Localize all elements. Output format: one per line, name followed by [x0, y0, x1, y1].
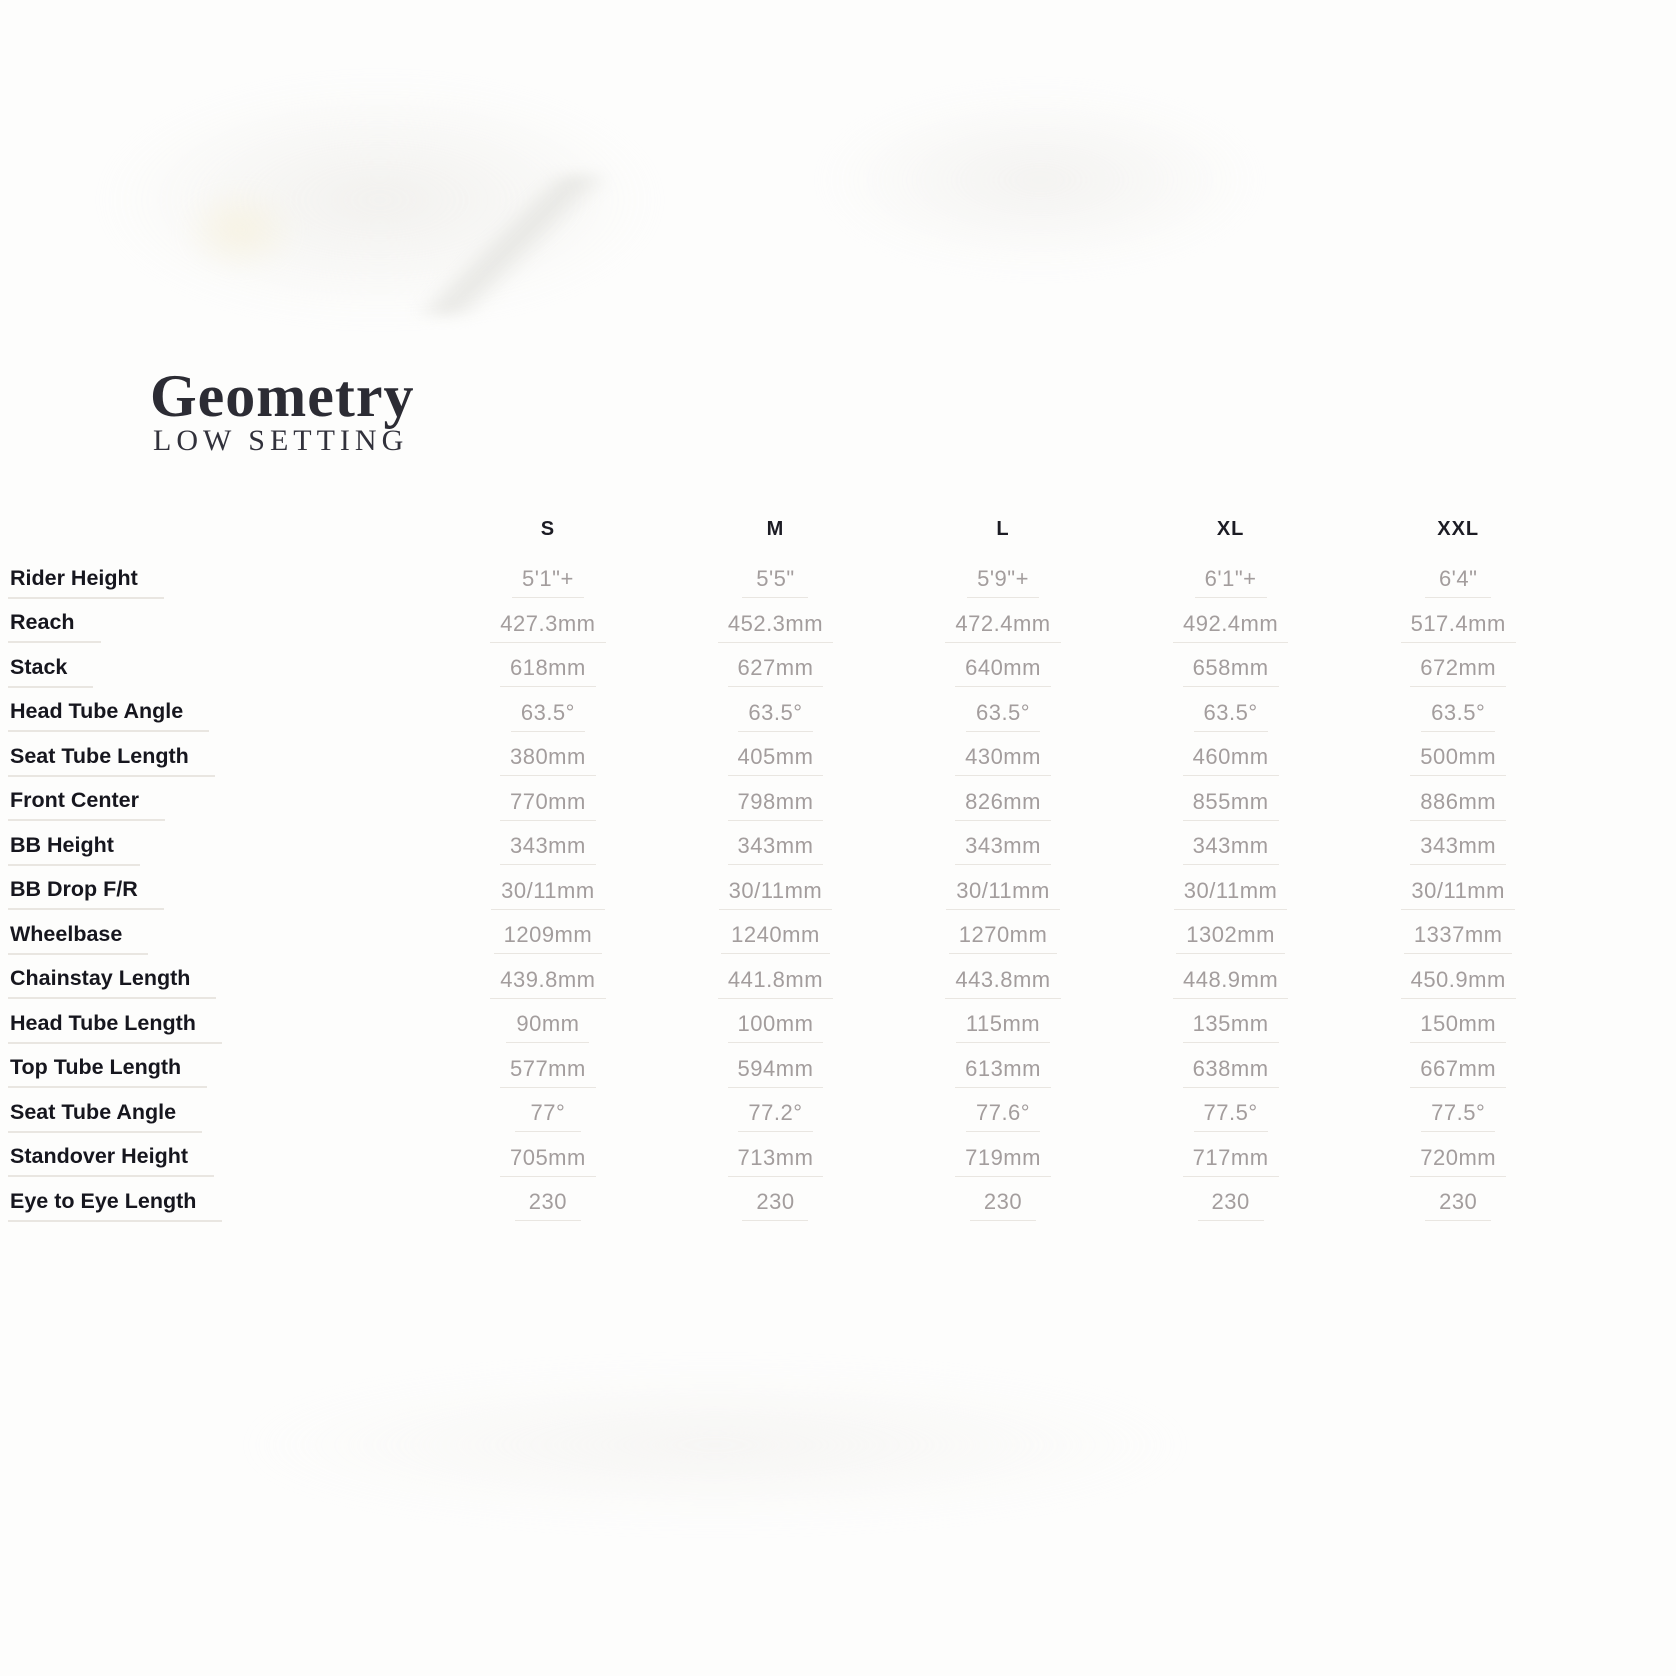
table-row: [8, 827, 1572, 872]
row-label: Rider Height: [8, 566, 164, 599]
value-cell: [1117, 961, 1345, 1006]
background-artifact: [415, 175, 605, 315]
cell-value: 439.8mm: [490, 967, 605, 999]
row-label: Seat Tube Angle: [8, 1100, 202, 1133]
column-header-xl: [1117, 498, 1345, 560]
value-cell: [889, 560, 1117, 605]
cell-value: 30/11mm: [491, 878, 605, 910]
table-row: [8, 1183, 1572, 1228]
cell-value: 63.5°: [511, 700, 585, 732]
row-label-cell: [8, 649, 434, 694]
value-cell: [1344, 872, 1572, 917]
row-label: Seat Tube Length: [8, 744, 215, 777]
column-header-xxl: [1344, 498, 1572, 560]
value-cell: [1344, 961, 1572, 1006]
value-cell: [662, 783, 890, 828]
row-label: BB Height: [8, 833, 140, 866]
value-cell: [434, 694, 662, 739]
background-artifact: [240, 1370, 1190, 1520]
value-cell: [662, 605, 890, 650]
column-header-l: [889, 498, 1117, 560]
table-row: [8, 783, 1572, 828]
row-label: Chainstay Length: [8, 966, 216, 999]
cell-value: 460mm: [1183, 744, 1279, 776]
row-label: Head Tube Length: [8, 1011, 222, 1044]
table-row: [8, 1139, 1572, 1184]
row-label: Front Center: [8, 788, 165, 821]
cell-value: 798mm: [728, 789, 824, 821]
cell-value: 5'5": [742, 566, 808, 598]
table-row: [8, 961, 1572, 1006]
cell-value: 63.5°: [1194, 700, 1268, 732]
value-cell: [1117, 1005, 1345, 1050]
table-row: [8, 1005, 1572, 1050]
row-label-cell: [8, 1094, 434, 1139]
row-label-cell: [8, 783, 434, 828]
cell-value: 115mm: [956, 1011, 1050, 1043]
cell-value: 63.5°: [966, 700, 1040, 732]
row-label: Reach: [8, 610, 101, 643]
background-artifact: [820, 90, 1260, 270]
value-cell: [1117, 694, 1345, 739]
value-cell: [889, 1094, 1117, 1139]
row-label-cell: [8, 560, 434, 605]
page-title: Geometry: [150, 363, 415, 430]
cell-value: 77.6°: [966, 1100, 1040, 1132]
value-cell: [1117, 649, 1345, 694]
value-cell: [1117, 738, 1345, 783]
column-header-label: L: [996, 517, 1010, 540]
value-cell: [1344, 694, 1572, 739]
cell-value: 472.4mm: [945, 611, 1060, 643]
value-cell: [889, 1005, 1117, 1050]
cell-value: 150mm: [1410, 1011, 1506, 1043]
value-cell: [889, 916, 1117, 961]
page-subtitle: LOW SETTING: [153, 424, 409, 457]
cell-value: 855mm: [1183, 789, 1279, 821]
cell-value: 594mm: [728, 1056, 824, 1088]
value-cell: [1344, 916, 1572, 961]
value-cell: [1344, 1094, 1572, 1139]
value-cell: [434, 605, 662, 650]
value-cell: [1344, 605, 1572, 650]
row-label-cell: [8, 827, 434, 872]
cell-value: 627mm: [728, 655, 824, 687]
row-label-cell: [8, 1005, 434, 1050]
value-cell: [889, 872, 1117, 917]
table-row: [8, 605, 1572, 650]
cell-value: 77.5°: [1421, 1100, 1495, 1132]
value-cell: [662, 961, 890, 1006]
value-cell: [889, 827, 1117, 872]
value-cell: [889, 961, 1117, 1006]
cell-value: 343mm: [500, 833, 596, 865]
row-label-cell: [8, 1139, 434, 1184]
value-cell: [1117, 783, 1345, 828]
value-cell: [662, 649, 890, 694]
value-cell: [662, 1005, 890, 1050]
cell-value: 719mm: [955, 1145, 1051, 1177]
row-label-cell: [8, 1050, 434, 1095]
cell-value: 90mm: [506, 1011, 589, 1043]
value-cell: [434, 916, 662, 961]
value-cell: [434, 783, 662, 828]
cell-value: 77.2°: [738, 1100, 812, 1132]
value-cell: [434, 649, 662, 694]
cell-value: 63.5°: [1421, 700, 1495, 732]
cell-value: 6'1"+: [1195, 566, 1267, 598]
value-cell: [889, 783, 1117, 828]
value-cell: [1344, 738, 1572, 783]
value-cell: [889, 694, 1117, 739]
background-artifact: [180, 185, 300, 275]
table-row: [8, 738, 1572, 783]
value-cell: [662, 1050, 890, 1095]
cell-value: 717mm: [1183, 1145, 1279, 1177]
geometry-table: [8, 498, 1572, 1228]
value-cell: [1117, 1050, 1345, 1095]
cell-value: 618mm: [500, 655, 596, 687]
cell-value: 380mm: [500, 744, 596, 776]
cell-value: 77.5°: [1194, 1100, 1268, 1132]
cell-value: 886mm: [1410, 789, 1506, 821]
value-cell: [1344, 560, 1572, 605]
table-header-row: [8, 498, 1572, 560]
value-cell: [1117, 605, 1345, 650]
cell-value: 77°: [515, 1100, 581, 1132]
cell-value: 577mm: [500, 1056, 596, 1088]
cell-value: 450.9mm: [1401, 967, 1516, 999]
row-label-cell: [8, 694, 434, 739]
cell-value: 230: [1425, 1189, 1491, 1221]
value-cell: [434, 1005, 662, 1050]
column-header-label: XXL: [1437, 517, 1480, 540]
row-label-cell: [8, 1183, 434, 1228]
row-label: Eye to Eye Length: [8, 1189, 222, 1222]
cell-value: 5'1"+: [512, 566, 584, 598]
value-cell: [1117, 827, 1345, 872]
table-row: [8, 1094, 1572, 1139]
table-row: [8, 560, 1572, 605]
cell-value: 343mm: [1410, 833, 1506, 865]
cell-value: 500mm: [1410, 744, 1506, 776]
value-cell: [889, 649, 1117, 694]
cell-value: 30/11mm: [946, 878, 1060, 910]
header-spacer: [8, 498, 434, 560]
cell-value: 343mm: [955, 833, 1051, 865]
column-header-label: M: [766, 517, 785, 540]
value-cell: [434, 1183, 662, 1228]
row-label-cell: [8, 872, 434, 917]
column-header-label: S: [540, 517, 556, 540]
value-cell: [662, 560, 890, 605]
value-cell: [434, 872, 662, 917]
column-header-s: [434, 498, 662, 560]
cell-value: 713mm: [728, 1145, 824, 1177]
value-cell: [434, 827, 662, 872]
cell-value: 1240mm: [721, 922, 830, 954]
value-cell: [1344, 783, 1572, 828]
value-cell: [662, 1139, 890, 1184]
value-cell: [434, 560, 662, 605]
value-cell: [662, 1183, 890, 1228]
table-row: [8, 872, 1572, 917]
value-cell: [434, 1139, 662, 1184]
cell-value: 230: [1198, 1189, 1264, 1221]
value-cell: [1344, 827, 1572, 872]
column-header-label: XL: [1216, 517, 1245, 540]
cell-value: 5'9"+: [967, 566, 1039, 598]
row-label: Stack: [8, 655, 93, 688]
cell-value: 638mm: [1183, 1056, 1279, 1088]
value-cell: [662, 872, 890, 917]
value-cell: [1117, 1139, 1345, 1184]
row-label-cell: [8, 738, 434, 783]
value-cell: [434, 961, 662, 1006]
cell-value: 826mm: [955, 789, 1051, 821]
row-label: Standover Height: [8, 1144, 214, 1177]
cell-value: 230: [742, 1189, 808, 1221]
cell-value: 135mm: [1183, 1011, 1279, 1043]
value-cell: [889, 1139, 1117, 1184]
cell-value: 230: [970, 1189, 1036, 1221]
value-cell: [434, 1050, 662, 1095]
value-cell: [1117, 916, 1345, 961]
table-row: [8, 694, 1572, 739]
value-cell: [662, 738, 890, 783]
value-cell: [1117, 872, 1345, 917]
value-cell: [434, 738, 662, 783]
cell-value: 427.3mm: [490, 611, 605, 643]
cell-value: 770mm: [500, 789, 596, 821]
cell-value: 6'4": [1425, 566, 1491, 598]
table-row: [8, 916, 1572, 961]
value-cell: [434, 1094, 662, 1139]
cell-value: 441.8mm: [718, 967, 833, 999]
value-cell: [1117, 560, 1345, 605]
cell-value: 672mm: [1410, 655, 1506, 687]
cell-value: 667mm: [1410, 1056, 1506, 1088]
cell-value: 430mm: [955, 744, 1051, 776]
cell-value: 343mm: [728, 833, 824, 865]
cell-value: 443.8mm: [945, 967, 1060, 999]
cell-value: 230: [515, 1189, 581, 1221]
row-label: BB Drop F/R: [8, 877, 164, 910]
column-header-m: [662, 498, 890, 560]
value-cell: [889, 1183, 1117, 1228]
value-cell: [1344, 649, 1572, 694]
cell-value: 640mm: [955, 655, 1051, 687]
value-cell: [1344, 1050, 1572, 1095]
value-cell: [1117, 1183, 1345, 1228]
value-cell: [662, 827, 890, 872]
cell-value: 1302mm: [1176, 922, 1285, 954]
value-cell: [662, 916, 890, 961]
value-cell: [1344, 1005, 1572, 1050]
cell-value: 448.9mm: [1173, 967, 1288, 999]
value-cell: [1344, 1183, 1572, 1228]
cell-value: 452.3mm: [718, 611, 833, 643]
row-label: Wheelbase: [8, 922, 148, 955]
cell-value: 705mm: [500, 1145, 596, 1177]
cell-value: 30/11mm: [1401, 878, 1515, 910]
table-row: [8, 649, 1572, 694]
cell-value: 343mm: [1183, 833, 1279, 865]
cell-value: 63.5°: [738, 700, 812, 732]
cell-value: 1337mm: [1404, 922, 1513, 954]
row-label: Top Tube Length: [8, 1055, 207, 1088]
row-label-cell: [8, 605, 434, 650]
value-cell: [662, 694, 890, 739]
row-label-cell: [8, 961, 434, 1006]
cell-value: 658mm: [1183, 655, 1279, 687]
value-cell: [889, 738, 1117, 783]
background-artifact: [100, 80, 660, 320]
row-label: Head Tube Angle: [8, 699, 209, 732]
value-cell: [889, 605, 1117, 650]
cell-value: 30/11mm: [719, 878, 833, 910]
cell-value: 1209mm: [494, 922, 603, 954]
cell-value: 30/11mm: [1174, 878, 1288, 910]
cell-value: 492.4mm: [1173, 611, 1288, 643]
cell-value: 720mm: [1410, 1145, 1506, 1177]
cell-value: 405mm: [728, 744, 824, 776]
value-cell: [662, 1094, 890, 1139]
value-cell: [889, 1050, 1117, 1095]
cell-value: 1270mm: [949, 922, 1058, 954]
value-cell: [1344, 1139, 1572, 1184]
cell-value: 613mm: [955, 1056, 1051, 1088]
cell-value: 517.4mm: [1401, 611, 1516, 643]
value-cell: [1117, 1094, 1345, 1139]
table-row: [8, 1050, 1572, 1095]
row-label-cell: [8, 916, 434, 961]
cell-value: 100mm: [728, 1011, 824, 1043]
